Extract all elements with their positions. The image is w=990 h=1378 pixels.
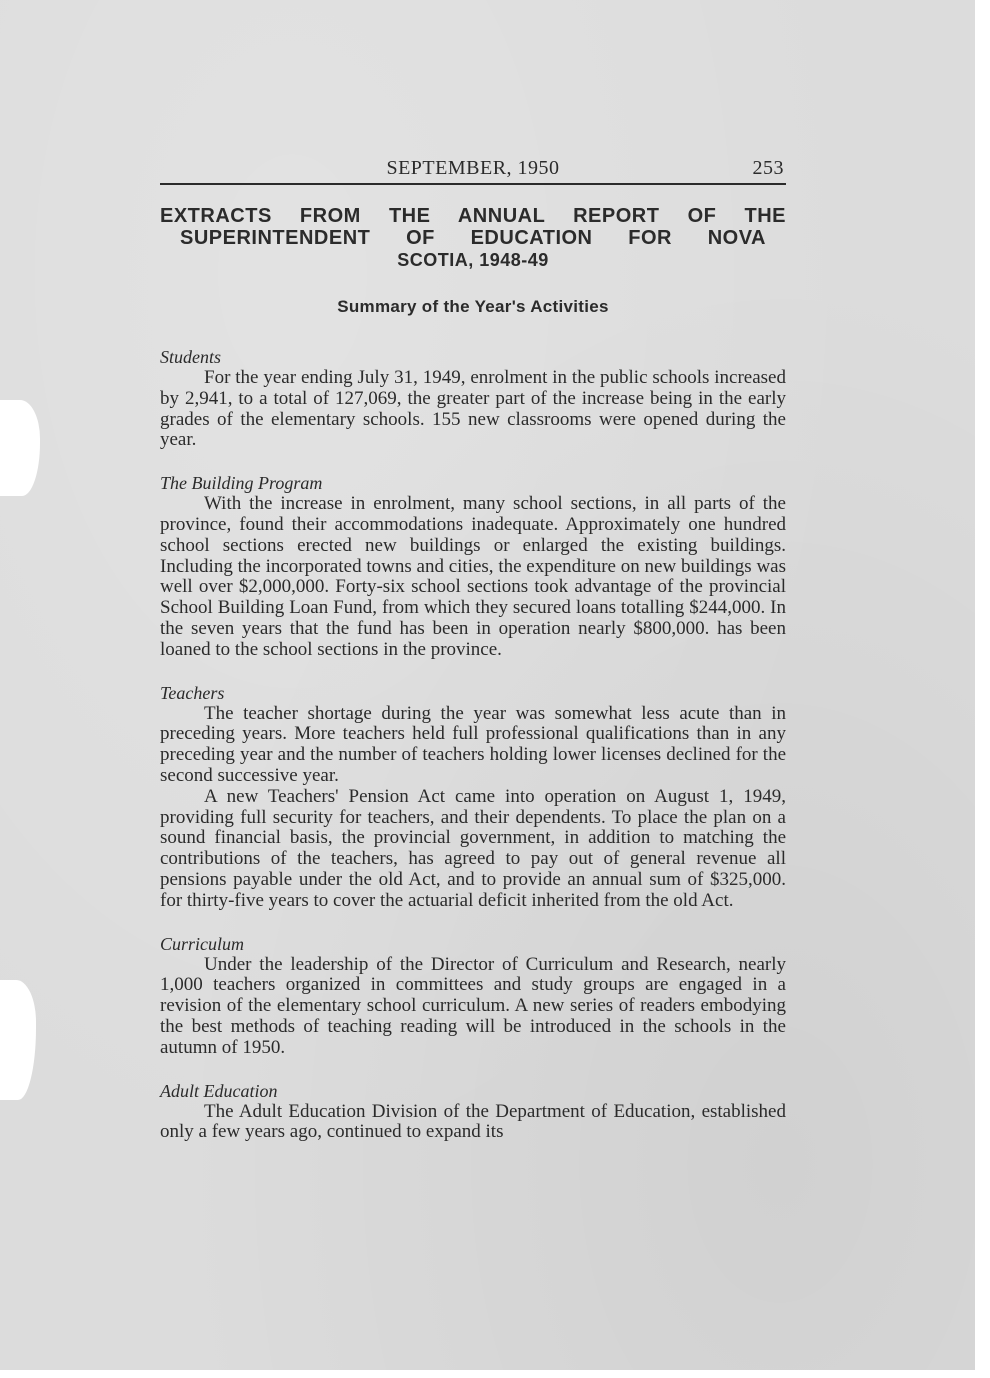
title-line-1: EXTRACTS FROM THE ANNUAL REPORT OF THE [160, 205, 786, 227]
torn-edge-upper [0, 400, 40, 496]
scan-margin [975, 0, 990, 1378]
section-curriculum [160, 934, 786, 1059]
section-heading: The Building Program [160, 473, 323, 494]
running-header [160, 155, 786, 185]
article-title [160, 205, 786, 271]
paragraph: The Adult Education Division of the Department of Education, established only a few years ago, continued to expand its [160, 1100, 786, 1143]
title-line-2: SUPERINTENDENT OF EDUCATION FOR NOVA [180, 227, 766, 249]
section-heading: Adult Education [160, 1080, 278, 1101]
section-heading: Curriculum [160, 933, 245, 954]
paragraph: For the year ending July 31, 1949, enrolment in the public schools increased by 2,941, to a total of 127,069, the greater part of the increase being in the early grades of the elementary schools. 155 new classrooms were opened during the year. [160, 367, 786, 451]
section-heading: Teachers [160, 682, 225, 703]
paragraph: The teacher shortage during the year was somewhat less acute than in preceding years. More teachers held full professional qualifications than in any preceding year and the number of teachers holding lower licenses declined for the second successive year. [160, 702, 786, 786]
section-teachers [160, 683, 786, 912]
paragraph: With the increase in enrolment, many school sections, in all parts of the province, found their accommodations inadequate. Approximately one hundred school sections erected new buildings or enlarged the existing buildings. Including the incorporated towns and cities, the expenditure on new buildings was well over $2,000,000. Forty-six school sections took advantage of the provincial School Building Loan Fund, from which they secured loans totalling $244,000. In the seven years that the fund has been in operation nearly $800,000. has been loaned to the school sections in the province. [160, 493, 786, 660]
header-date: SEPTEMBER, 1950 [386, 157, 560, 179]
title-line-3: SCOTIA, 1948-49 [397, 250, 549, 270]
section-students [160, 347, 786, 451]
paragraph: Under the leadership of the Director of Curriculum and Research, nearly 1,000 teachers organized in committees and study groups are engaged in a revision of the elementary school curriculum. A new series of readers embodying the best methods of teaching reading will be introduced in the schools in the autumn of 1950. [160, 953, 786, 1058]
summary-heading: Summary of the Year's Activities [337, 297, 609, 316]
section-heading: Students [160, 347, 221, 367]
page-number: 253 [752, 157, 784, 179]
section-adult-education [160, 1081, 786, 1144]
paragraph: A new Teachers' Pension Act came into operation on August 1, 1949, providing full security for teachers, and their dependents. To place the plan on a sound financial basis, the provincial government, in addition to matching the contributions of the teachers, has agreed to pay out of general revenue all pensions payable under the old Act, and to provide an annual sum of $325,000. for thirty-five years to cover the actuarial deficit inherited from the old Act. [160, 785, 786, 911]
page-content [160, 155, 786, 1143]
section-building-program [160, 473, 786, 660]
